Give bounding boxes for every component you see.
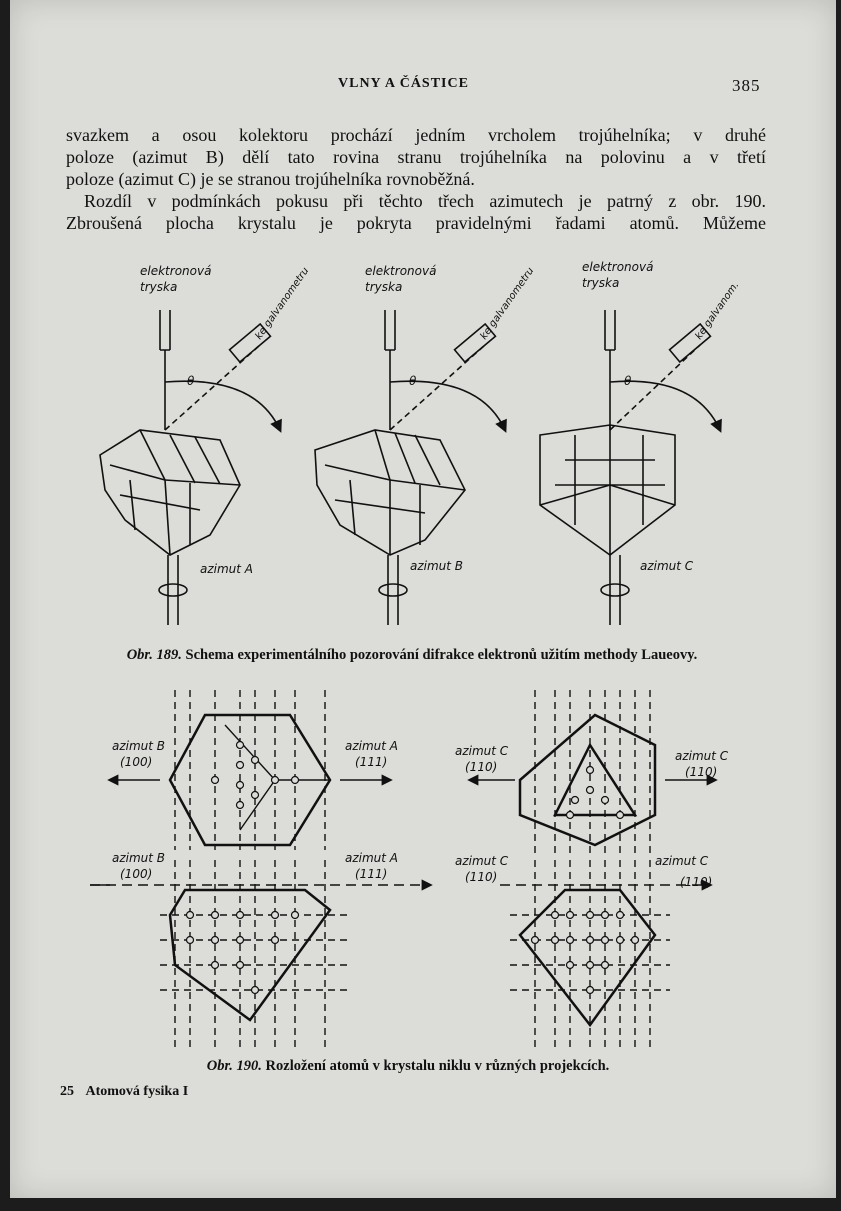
caption-label: Obr. 190. (206, 1058, 262, 1074)
azimuth-label: azimut C (655, 854, 709, 868)
miller-index: (100) (120, 755, 153, 769)
azimuth-label: azimut B (112, 851, 166, 865)
azimuth-label: azimut A (345, 851, 399, 865)
text-line: Rozdíl v podmínkách pokusu při těchto třech azimutech je patrný z obr. 190. (84, 191, 766, 211)
book-page (10, 0, 836, 1198)
text-line: poloze (azimut C) je se stranou trojúhelníka rovnoběžná. (66, 169, 475, 189)
azimuth-label: azimut A (200, 562, 254, 576)
text-line: Zbroušená plocha krystalu je pokryta pravidelnými řadami atomů. Můžeme (66, 213, 766, 233)
page-footer (60, 1084, 188, 1100)
gun-label: elektronová (140, 264, 212, 278)
text-line: poloze (azimut B) dělí tato rovina stranu trojúhelníka na polovinu a v třetí (66, 147, 766, 167)
azimuth-label: azimut C (455, 854, 509, 868)
book-title: Atomová fysika I (85, 1084, 189, 1099)
miller-index: (110) (685, 765, 718, 779)
caption-label: Obr. 189. (126, 647, 182, 663)
theta-symbol: θ (409, 374, 417, 388)
miller-index: (110) (465, 870, 498, 884)
caption-text: Rozložení atomů v krystalu niklu v různých projekcích. (265, 1058, 610, 1074)
miller-index: (111) (355, 755, 388, 769)
figure-189-caption (58, 646, 766, 664)
galvanometer-label: ke galvanometru (478, 265, 537, 342)
theta-symbol: θ (187, 374, 195, 388)
theta-symbol: θ (624, 374, 632, 388)
azimuth-label: azimut A (345, 739, 399, 753)
figure-189-diagram (70, 255, 770, 645)
figure-190-caption (98, 1058, 718, 1075)
gun-label: elektronová (582, 260, 654, 274)
miller-index: (111) (355, 867, 388, 881)
gun-label: tryska (582, 276, 620, 290)
signature-number: 25 (60, 1084, 74, 1099)
azimuth-label: azimut B (112, 739, 166, 753)
azimuth-label: azimut C (455, 744, 509, 758)
azimuth-label: azimut C (675, 749, 729, 763)
page-header (10, 70, 836, 94)
gun-label: tryska (365, 280, 403, 294)
running-head: VLNY A ČÁSTICE (338, 76, 469, 91)
azimuth-label: azimut B (410, 559, 464, 573)
text-line: svazkem a osou kolektoru prochází jedním vrcholem trojúhelníka; v druhé (66, 125, 766, 145)
gun-label: tryska (140, 280, 178, 294)
galvanometer-label: ke galvanometru (253, 265, 312, 342)
azimuth-label: azimut C (640, 559, 694, 573)
figure-190-diagram (90, 690, 770, 1055)
miller-index: (100) (120, 867, 153, 881)
galvanometer-label: ke galvanom. (693, 279, 742, 342)
miller-index: (110) (680, 875, 713, 889)
miller-index: (110) (465, 760, 498, 774)
body-paragraph (66, 124, 766, 234)
page-number: 385 (732, 76, 761, 95)
gun-label: elektronová (365, 264, 437, 278)
caption-text: Schema experimentálního pozorování difrakce elektronů užitím methody Laueovy. (185, 647, 698, 663)
